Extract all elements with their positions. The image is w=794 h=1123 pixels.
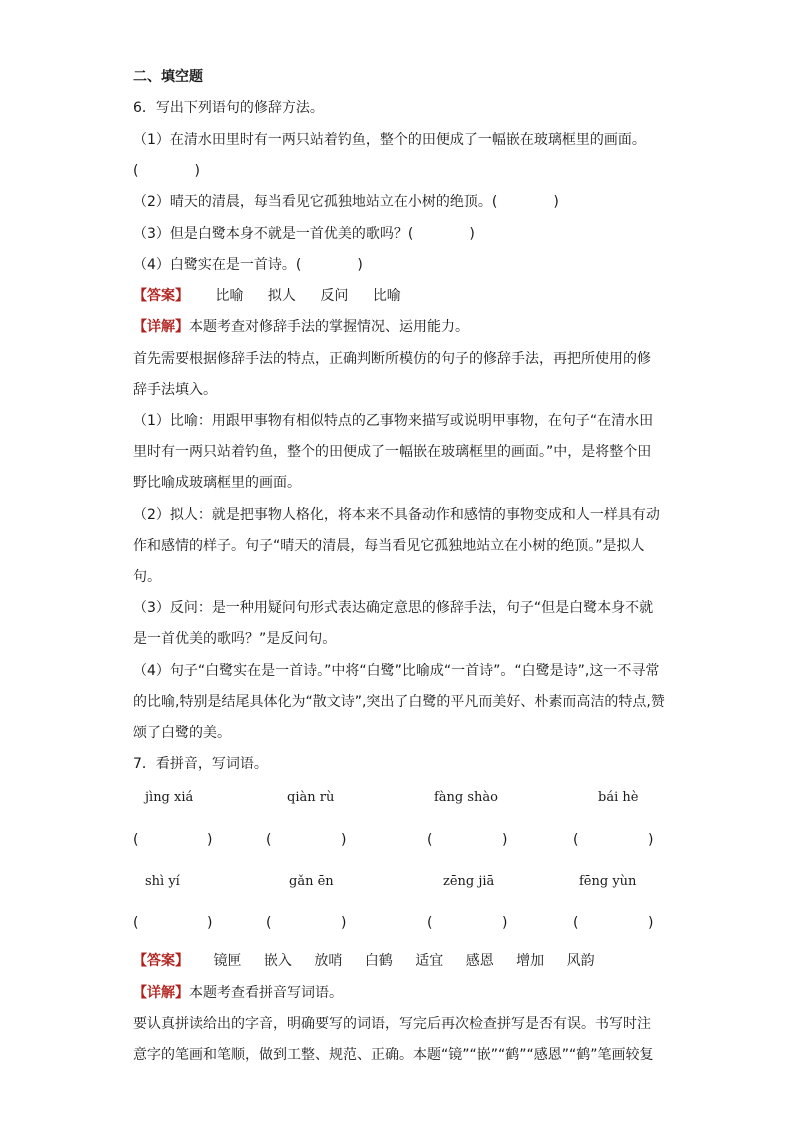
- q6-explanation-line: 句。: [133, 569, 161, 585]
- q6-explanation-line: 里时有一两只站着钓鱼，整个的田便成了一幅嵌在玻璃框里的画面。”中，是将整个田: [133, 444, 652, 460]
- detail-label: 【详解】: [133, 319, 189, 335]
- answer-item: 放哨: [314, 953, 343, 969]
- q6-item-1-blank: ( ): [133, 163, 200, 179]
- blank-close: ): [207, 915, 213, 931]
- q6-explanation-line: 颂了白鹭的美。: [133, 725, 231, 741]
- q7-answer-line: [133, 952, 595, 970]
- q6-explanation-line: 是一首优美的歌吗？”是反问句。: [133, 631, 337, 647]
- blank-open: (: [266, 915, 272, 931]
- answer-label: 【答案】: [133, 953, 189, 969]
- q7-detail-line: [133, 984, 343, 1002]
- pinyin: jìng xiá: [145, 790, 194, 805]
- blank-open: (: [133, 915, 139, 931]
- answer-item: 拟人: [267, 288, 296, 304]
- q6-explanation-line: （2）拟人：就是把事物人格化，将本来不具备动作和感情的事物变成和人一样具有动: [133, 507, 660, 523]
- blank-close: ): [648, 915, 654, 931]
- q6-explanation-line: 作和感情的样子。句子“晴天的清晨，每当看见它孤独地站立在小树的绝顶。”是拟人: [133, 538, 645, 554]
- answer-item: 适宜: [415, 953, 444, 969]
- blank-open: (: [266, 832, 272, 848]
- answer-item: 反问: [320, 288, 349, 304]
- answer-item: 增加: [516, 953, 545, 969]
- q6-item-3: （3）但是白鹭本身不就是一首优美的歌吗？( ): [133, 226, 475, 242]
- q6-explanation-line: （3）反问：是一种用疑问句形式表达确定意思的修辞手法，句子“但是白鹭本身不就: [133, 600, 654, 616]
- answer-item: 风韵: [566, 953, 595, 969]
- detail-intro: 本题考查看拼音写词语。: [189, 985, 343, 1001]
- q6-explanation-line: 首先需要根据修辞手法的特点，正确判断所模仿的句子的修辞手法，再把所使用的修: [133, 351, 651, 367]
- answer-item: 嵌入: [263, 953, 292, 969]
- answer-label: 【答案】: [133, 288, 189, 304]
- blank-open: (: [573, 832, 579, 848]
- q7-explanation-line: 要认真拼读给出的字音，明确要写的词语，写完后再次检查拼写是否有误。书写时注: [133, 1016, 651, 1032]
- pinyin: fēng yùn: [579, 874, 637, 889]
- blank-open: (: [573, 915, 579, 931]
- blank-close: ): [341, 915, 347, 931]
- pinyin: shì yí: [145, 874, 180, 889]
- answer-item: 白鹤: [364, 953, 393, 969]
- q6-item-4: （4）白鹭实在是一首诗。( ): [133, 257, 363, 273]
- question-6: 6．写出下列语句的修辞方法。: [133, 100, 324, 116]
- answer-item: 感恩: [465, 953, 494, 969]
- answer-item: 比喻: [215, 288, 244, 304]
- answer-item: 镜匣: [213, 953, 242, 969]
- blank-close: ): [502, 915, 508, 931]
- pinyin: qiàn rù: [287, 790, 335, 805]
- detail-label: 【详解】: [133, 985, 189, 1001]
- pinyin: gǎn ēn: [289, 874, 334, 889]
- q6-item-1: （1）在清水田里时有一两只站着钓鱼，整个的田便成了一幅嵌在玻璃框里的画面。: [133, 132, 646, 148]
- blank-close: ): [341, 832, 347, 848]
- question-7: 7．看拼音，写词语。: [133, 756, 268, 772]
- blank-close: ): [207, 832, 213, 848]
- q6-explanation-line: 野比喻成玻璃框里的画面。: [133, 475, 301, 491]
- q7-explanation-line: 意字的笔画和笔顺，做到工整、规范、正确。本题“镜”“嵌”“鹤”“感恩”“鹤”笔画较复: [133, 1047, 654, 1063]
- q6-explanation-line: （1）比喻：用跟甲事物有相似特点的乙事物来描写或说明甲事物，在句子“在清水田: [133, 413, 654, 429]
- q6-answer-line: [133, 287, 401, 305]
- pinyin: fàng shào: [434, 790, 499, 805]
- pinyin: zēng jiā: [443, 874, 495, 889]
- q6-explanation-line: 辞手法填入。: [133, 382, 217, 398]
- blank-close: ): [648, 832, 654, 848]
- q6-explanation-line: （4）句子“白鹭实在是一首诗。”中将“白鹭”比喻成“一首诗”。“白鹭是诗”,这一不寻常: [133, 663, 660, 679]
- q6-item-2: （2）晴天的清晨，每当看见它孤独地站立在小树的绝顶。( ): [133, 194, 559, 210]
- blank-open: (: [427, 832, 433, 848]
- blank-open: (: [133, 832, 139, 848]
- pinyin: bái hè: [598, 790, 639, 805]
- q6-explanation-line: 的比喻,特别是结尾具体化为“散文诗”,突出了白鹭的平凡而美好、朴素而高洁的特点,赞: [133, 694, 665, 710]
- blank-close: ): [502, 832, 508, 848]
- answer-item: 比喻: [372, 288, 401, 304]
- blank-open: (: [427, 915, 433, 931]
- detail-intro: 本题考查对修辞手法的掌握情况、运用能力。: [189, 319, 469, 335]
- q6-detail-line: [133, 318, 469, 336]
- section-title: 二、填空题: [133, 69, 203, 85]
